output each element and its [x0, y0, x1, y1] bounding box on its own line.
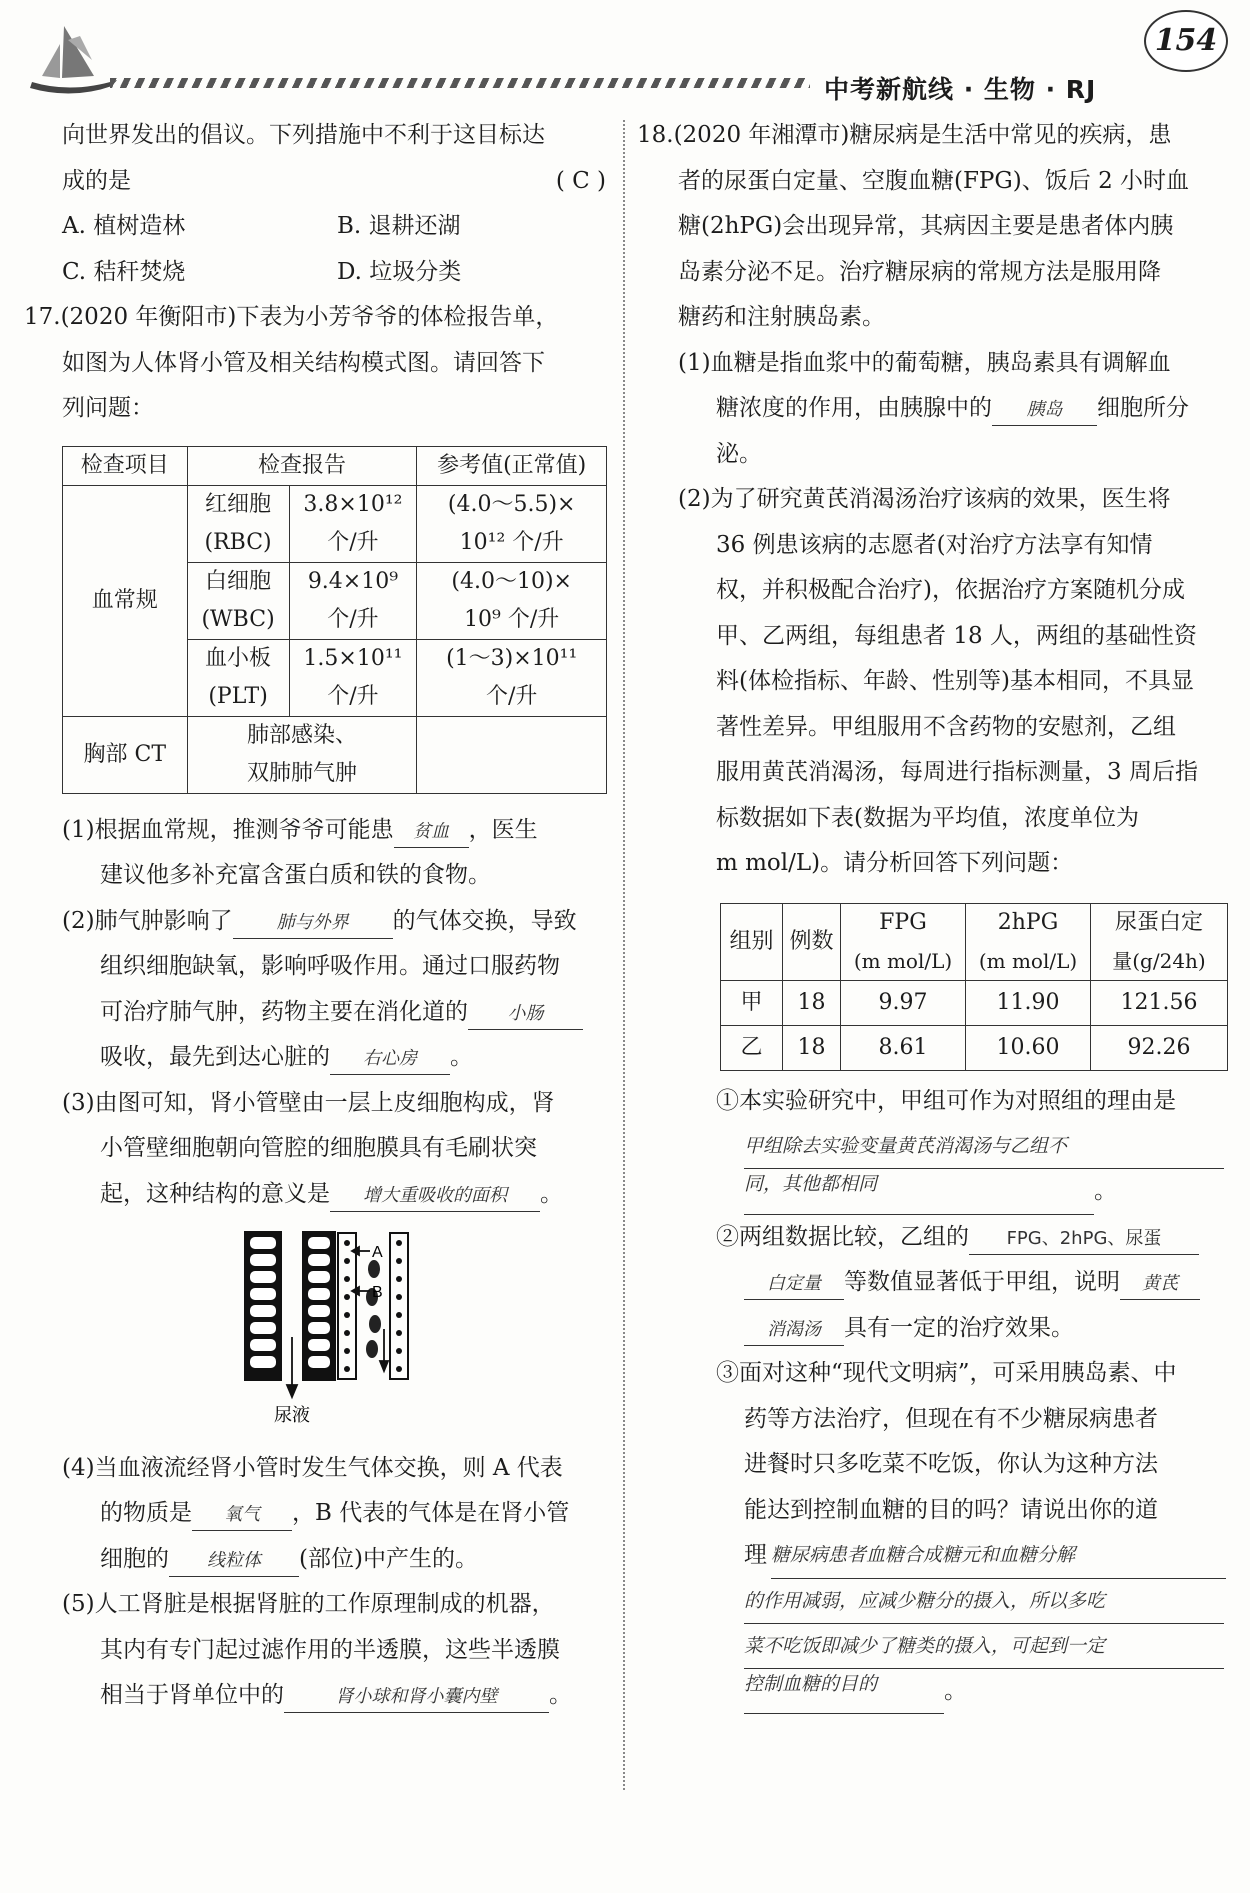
th-group: 组别 — [721, 903, 783, 980]
answer-indicators-2: 白定量 — [744, 1269, 844, 1300]
td-plt-name: 血小板 (PLT) — [187, 639, 289, 716]
q16-option-a: A. 植树造林 — [62, 213, 186, 239]
q18-line2: 者的尿蛋白定量、空腹血糖(FPG)、饭后 2 小时血 — [678, 167, 1190, 194]
answer-medicine-2: 消渴汤 — [744, 1315, 844, 1346]
q17-5-line2: 其内有专门起过滤作用的半透膜，这些半透膜 — [100, 1636, 560, 1663]
q18-s3-line1: ③面对这种“现代文明病”，可采用胰岛素、中 — [716, 1360, 1177, 1386]
q17-1: (1)根据血常规，推测爷爷可能患 贫血 ，医生 — [62, 808, 612, 854]
q17-3: (3)由图可知，肾小管壁由一层上皮细胞构成，肾 — [62, 1089, 555, 1116]
header-dashes — [110, 78, 810, 88]
q18-s1-line3: 同，其他都相同 。 — [640, 1169, 1230, 1215]
q18-2-line7: 服用黄芪消渴汤，每周进行指标测量，3 周后指 — [716, 759, 1198, 785]
q16-answer: ( C ) — [555, 167, 606, 194]
td-ct-label: 胸部 CT — [63, 716, 188, 793]
q18-s3-line8: 控制血糖的目的 。 — [640, 1669, 1230, 1715]
page-number: 154 — [1144, 10, 1228, 72]
q16-line1: 向世界发出的倡议。下列措施中不利于这目标达 — [62, 122, 545, 148]
answer-diet-2: 的作用减弱，应减少糖分的摄入，所以多吃 — [744, 1579, 1224, 1624]
th-urine-unit: 量(g/24h) — [1091, 942, 1228, 981]
q18-s3-line3: 进餐时只多吃菜不吃饭，你认为这种方法 — [744, 1451, 1158, 1477]
td-plt-ref: (1～3)×10¹¹ 个/升 — [417, 639, 607, 716]
q18-s1-line1: ①本实验研究中，甲组可作为对照组的理由是 — [716, 1087, 1176, 1114]
td-blood-routine: 血常规 — [63, 485, 188, 716]
q16-option-c: C. 秸秆焚烧 — [62, 258, 186, 285]
td-rbc-ref: (4.0～5.5)× 10¹² 个/升 — [417, 485, 607, 562]
q18-s2-line3: 消渴汤 具有一定的治疗效果。 — [640, 1306, 1230, 1352]
left-column — [24, 113, 612, 1719]
q17-5: (5)人工肾脏是根据肾脏的工作原理制成的机器， — [62, 1591, 555, 1617]
q18-s3-line5: 理 糖尿病患者血糖合成糖元和血糖分解 — [640, 1533, 1230, 1579]
td-wbc-value: 9.4×10⁹ 个/升 — [289, 562, 417, 639]
answer-diet-3: 菜不吃饭即减少了糖类的摄入，可起到一定 — [744, 1624, 1224, 1669]
answer-control-reason-2: 同，其他都相同 — [744, 1169, 1094, 1215]
answer-glomerulus: 肾小球和肾小囊内壁 — [284, 1682, 549, 1713]
answer-diet-4: 控制血糖的目的 — [744, 1669, 944, 1715]
answer-right-atrium: 右心房 — [330, 1044, 450, 1075]
q17-4: (4)当血液流经肾小管时发生气体交换，则 A 代表 — [62, 1454, 563, 1481]
td-ct-value: 肺部感染、 双肺肺气肿 — [187, 716, 417, 793]
answer-mitochondria: 线粒体 — [169, 1546, 299, 1577]
q16-option-b: B. 退耕还湖 — [337, 213, 461, 239]
label-urine: 尿液 — [274, 1405, 310, 1426]
td-plt-value: 1.5×10¹¹ 个/升 — [289, 639, 417, 716]
td-wbc-name: 白细胞 (WBC) — [187, 562, 289, 639]
q18-2-line5: 料(体检指标、年龄、性别等)基本相同，不具显 — [716, 668, 1194, 694]
answer-anemia: 贫血 — [394, 817, 469, 848]
answer-islet: 胰岛 — [992, 395, 1097, 426]
health-report-table — [62, 446, 607, 794]
td-rbc-value: 3.8×10¹² 个/升 — [289, 485, 417, 562]
q18-2-line2: 36 例患该病的志愿者(对治疗方法享有知情 — [716, 531, 1153, 558]
q17-2-line3: 可治疗肺气肿，药物主要在消化道的 小肠 — [62, 990, 612, 1036]
q18-line5: 糖药和注射胰岛素。 — [678, 304, 885, 330]
right-column — [637, 113, 1230, 1714]
th-urine-protein: 尿蛋白定 — [1091, 903, 1228, 942]
q18-1-line1: (1)血糖是指血浆中的葡萄糖，胰岛素具有调解血 — [678, 349, 1171, 376]
td-ct-ref — [417, 716, 607, 793]
th-fpg: FPG — [841, 903, 966, 942]
th-fpg-unit: (m mol/L) — [841, 942, 966, 981]
answer-diet-1: 糖尿病患者血糖合成糖元和血糖分解 — [771, 1533, 1226, 1579]
q18-2-line9: m mol/L)。请分析回答下列问题： — [716, 850, 1074, 876]
label-b: B — [372, 1284, 383, 1301]
td-wbc-ref: (4.0～10)× 10⁹ 个/升 — [417, 562, 607, 639]
q17-line3: 列问题： — [62, 395, 154, 421]
q18-s3-line2: 药等方法治疗，但现在有不少糖尿病患者 — [744, 1405, 1158, 1432]
q18-2-line1: (2)为了研究黄芪消渴汤治疗该病的效果，医生将 — [678, 486, 1171, 512]
q18-2-line4: 甲、乙两组，每组患者 18 人，两组的基础性资 — [716, 622, 1197, 649]
q18-s2-line1: ②两组数据比较，乙组的 FPG、2hPG、尿蛋 — [640, 1215, 1230, 1261]
th-count: 例数 — [783, 903, 841, 980]
q18-2-line6: 著性差异。甲组服用不含药物的安慰剂，乙组 — [716, 713, 1176, 740]
answer-surface-area: 增大重吸收的面积 — [330, 1181, 540, 1212]
q18-2-line8: 标数据如下表(数据为平均值，浓度单位为 — [716, 804, 1139, 831]
q17-5-line3: 相当于肾单位中的 肾小球和肾小囊内壁 。 — [62, 1673, 612, 1719]
th-item: 检查项目 — [63, 446, 188, 485]
table-row: 甲 18 9.97 11.90 121.56 — [721, 980, 1228, 1025]
answer-control-reason-1: 甲组除去实验变量黄芪消渴汤与乙组不 — [744, 1124, 1224, 1169]
kidney-tubule-diagram — [244, 1229, 454, 1429]
q18-line4: 岛素分泌不足。治疗糖尿病的常规方法是服用降 — [678, 258, 1161, 285]
q17-1-line2: 建议他多补充富含蛋白质和铁的食物。 — [100, 862, 491, 888]
th-2hpg: 2hPG — [966, 903, 1091, 942]
q18-s2-line2: 白定量 等数值显著低于甲组，说明 黄芪 — [640, 1260, 1230, 1306]
q17-2-line2: 组织细胞缺氧，影响呼吸作用。通过口服药物 — [100, 953, 560, 979]
answer-indicators-1: FPG、2hPG、尿蛋 — [969, 1224, 1199, 1255]
q16-line2: 成的是 ( C ) — [62, 159, 612, 205]
q18-line3: 糖(2hPG)会出现异常，其病因主要是患者体内胰 — [678, 213, 1174, 239]
q17-4-line2: 的物质是 氧气 ，B 代表的气体是在肾小管 — [62, 1491, 612, 1537]
q16-options — [62, 204, 612, 295]
q18-line1: 18.(2020 年湘潭市)糖尿病是生活中常见的疾病，患 — [637, 122, 1172, 148]
answer-medicine-1: 黄芪 — [1120, 1269, 1200, 1300]
q18-2-line3: 权，并积极配合治疗)，依据治疗方案随机分成 — [716, 577, 1185, 603]
q17-2-line4: 吸收，最先到达心脏的 右心房 。 — [62, 1035, 612, 1081]
column-divider — [623, 120, 625, 1790]
q17-2: (2)肺气肿影响了 肺与外界 的气体交换，导致 — [62, 899, 612, 945]
answer-lung-exchange: 肺与外界 — [233, 908, 393, 939]
sailboat-logo-icon — [22, 20, 122, 100]
q17-line2: 如图为人体肾小管及相关结构模式图。请回答下 — [62, 349, 545, 376]
q18-1-line3: 泌。 — [716, 440, 762, 467]
answer-oxygen: 氧气 — [192, 1500, 292, 1531]
q17-3-line2: 小管壁细胞朝向管腔的细胞膜具有毛刷状突 — [100, 1135, 537, 1161]
q18-s3-line4: 能达到控制血糖的目的吗？请说出你的道 — [744, 1496, 1158, 1523]
q17-4-line3: 细胞的 线粒体 (部位)中产生的。 — [62, 1537, 612, 1583]
q17-3-line3: 起，这种结构的意义是 增大重吸收的面积 。 — [62, 1172, 612, 1218]
page-header — [0, 0, 1250, 110]
answer-small-intestine: 小肠 — [468, 999, 583, 1030]
q17-line1: 17.(2020 年衡阳市)下表为小芳爷爷的体检报告单， — [24, 304, 559, 330]
label-a: A — [372, 1244, 383, 1261]
q18-1-line2: 糖浓度的作用，由胰腺中的 胰岛 细胞所分 — [640, 386, 1230, 432]
th-reference: 参考值(正常值) — [417, 446, 607, 485]
th-2hpg-unit: (m mol/L) — [966, 942, 1091, 981]
th-report: 检查报告 — [187, 446, 417, 485]
td-rbc-name: 红细胞 (RBC) — [187, 485, 289, 562]
series-title: 中考新航线 · 生物 · RJ — [824, 75, 1097, 104]
diabetes-data-table — [720, 903, 1228, 1071]
table-row: 乙 18 8.61 10.60 92.26 — [721, 1025, 1228, 1070]
q16-option-d: D. 垃圾分类 — [337, 258, 462, 285]
